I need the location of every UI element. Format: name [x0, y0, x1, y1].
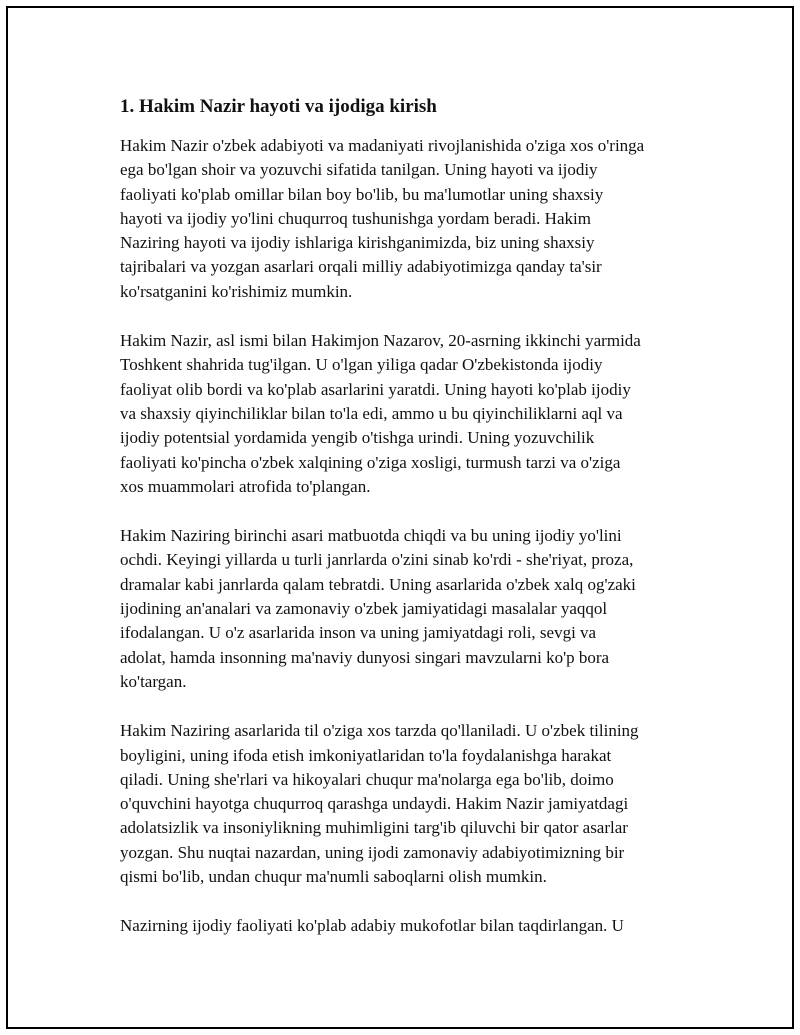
paragraph-5 — [120, 914, 698, 938]
text-line: ifodalangan. U o'z asarlarida inson va uning jamiyatdagi roli, sevgi va — [120, 623, 597, 643]
text-line: tajribalari va yozgan asarlari orqali milliy adabiyotimizga qanday ta'sir — [120, 257, 602, 277]
text-line: Hakim Naziring birinchi asari matbuotda chiqdi va bu uning ijodiy yo'lini — [120, 526, 622, 546]
paragraph-1 — [120, 134, 698, 304]
text-line: Hakim Nazir, asl ismi bilan Hakimjon Nazarov, 20-asrning ikkinchi yarmida — [120, 331, 641, 351]
text-line: ijodiy potentsial yordamida yengib o'tishga urindi. Uning yozuvchilik — [120, 428, 595, 448]
text-line: faoliyati ko'pincha o'zbek xalqining o'ziga xosligi, turmush tarzi va o'ziga — [120, 452, 621, 472]
text-line: xos muammolari atrofida to'plangan. — [120, 476, 371, 496]
text-line: qismi bo'lib, undan chuqur ma'numli saboqlarni olish mumkin. — [120, 867, 547, 887]
text-line: ijodining an'analari va zamonaviy o'zbek jamiyatidagi masalalar yaqqol — [120, 599, 608, 619]
document-body — [120, 94, 698, 964]
text-line: o'quvchini hayotga chuqurroq qarashga undaydi. Hakim Nazir jamiyatdagi — [120, 794, 629, 814]
text-line: Hakim Nazir o'zbek adabiyoti va madaniyati rivojlanishida o'ziga xos o'ringa — [120, 136, 645, 155]
text-line: qiladi. Uning she'rlari va hikoyalari chuqur ma'nolarga ega bo'lib, doimo — [120, 769, 614, 789]
text-line: adolat, hamda insonning ma'naviy dunyosi singari mavzularni ko'p bora — [120, 647, 610, 667]
text-line: faoliyati ko'plab omillar bilan boy bo'lib, bu ma'lumotlar uning shaxsiy — [120, 184, 604, 204]
text-line: yozgan. Shu nuqtai nazardan, uning ijodi zamonaviy adabiyotimizning bir — [120, 842, 625, 862]
text-line: ega bo'lgan shoir va yozuvchi sifatida tanilgan. Uning hayoti va ijodiy — [120, 160, 598, 180]
section-heading: 1. Hakim Nazir hayoti va ijodiga kirish — [120, 96, 437, 117]
text-line: ko'rsatganini ko'rishimiz mumkin. — [120, 281, 353, 301]
text-line: adolatsizlik va insoniylikning muhimligini targ'ib qiluvchi bir qator asarlar — [120, 818, 628, 838]
page-frame — [6, 6, 794, 1029]
text-line: va shaxsiy qiyinchiliklar bilan to'la edi, ammo u bu qiyinchiliklarni aql va — [120, 403, 623, 423]
text-line: Toshkent shahrida tug'ilgan. U o'lgan yiliga qadar O'zbekistonda ijodiy — [120, 355, 603, 375]
text-line: faoliyat olib bordi va ko'plab asarlarini yaratdi. Uning hayoti ko'plab ijodiy — [120, 379, 631, 399]
text-line: hayoti va ijodiy yo'lini chuqurroq tushunishga yordam beradi. Hakim — [120, 208, 591, 228]
text-line: Nazirning ijodiy faoliyati ko'plab adabiy mukofotlar bilan taqdirlangan. U — [120, 916, 624, 936]
paragraph-3 — [120, 524, 698, 694]
text-line: ochdi. Keyingi yillarda u turli janrlarda o'zini sinab ko'rdi - she'riyat, proza, — [120, 550, 634, 570]
text-line: Naziring hayoti va ijodiy ishlariga kirishganimizda, biz uning shaxsiy — [120, 233, 595, 253]
paragraph-4 — [120, 719, 698, 889]
text-line: Hakim Naziring asarlarida til o'ziga xos tarzda qo'llaniladi. U o'zbek tilining — [120, 721, 639, 741]
text-line: dramalar kabi janrlarda qalam tebratdi. Uning asarlarida o'zbek xalq og'zaki — [120, 574, 636, 594]
paragraph-2 — [120, 329, 698, 499]
text-line: boyligini, uning ifoda etish imkoniyatlaridan to'la foydalanishga harakat — [120, 745, 612, 765]
text-line: ko'targan. — [120, 671, 187, 691]
